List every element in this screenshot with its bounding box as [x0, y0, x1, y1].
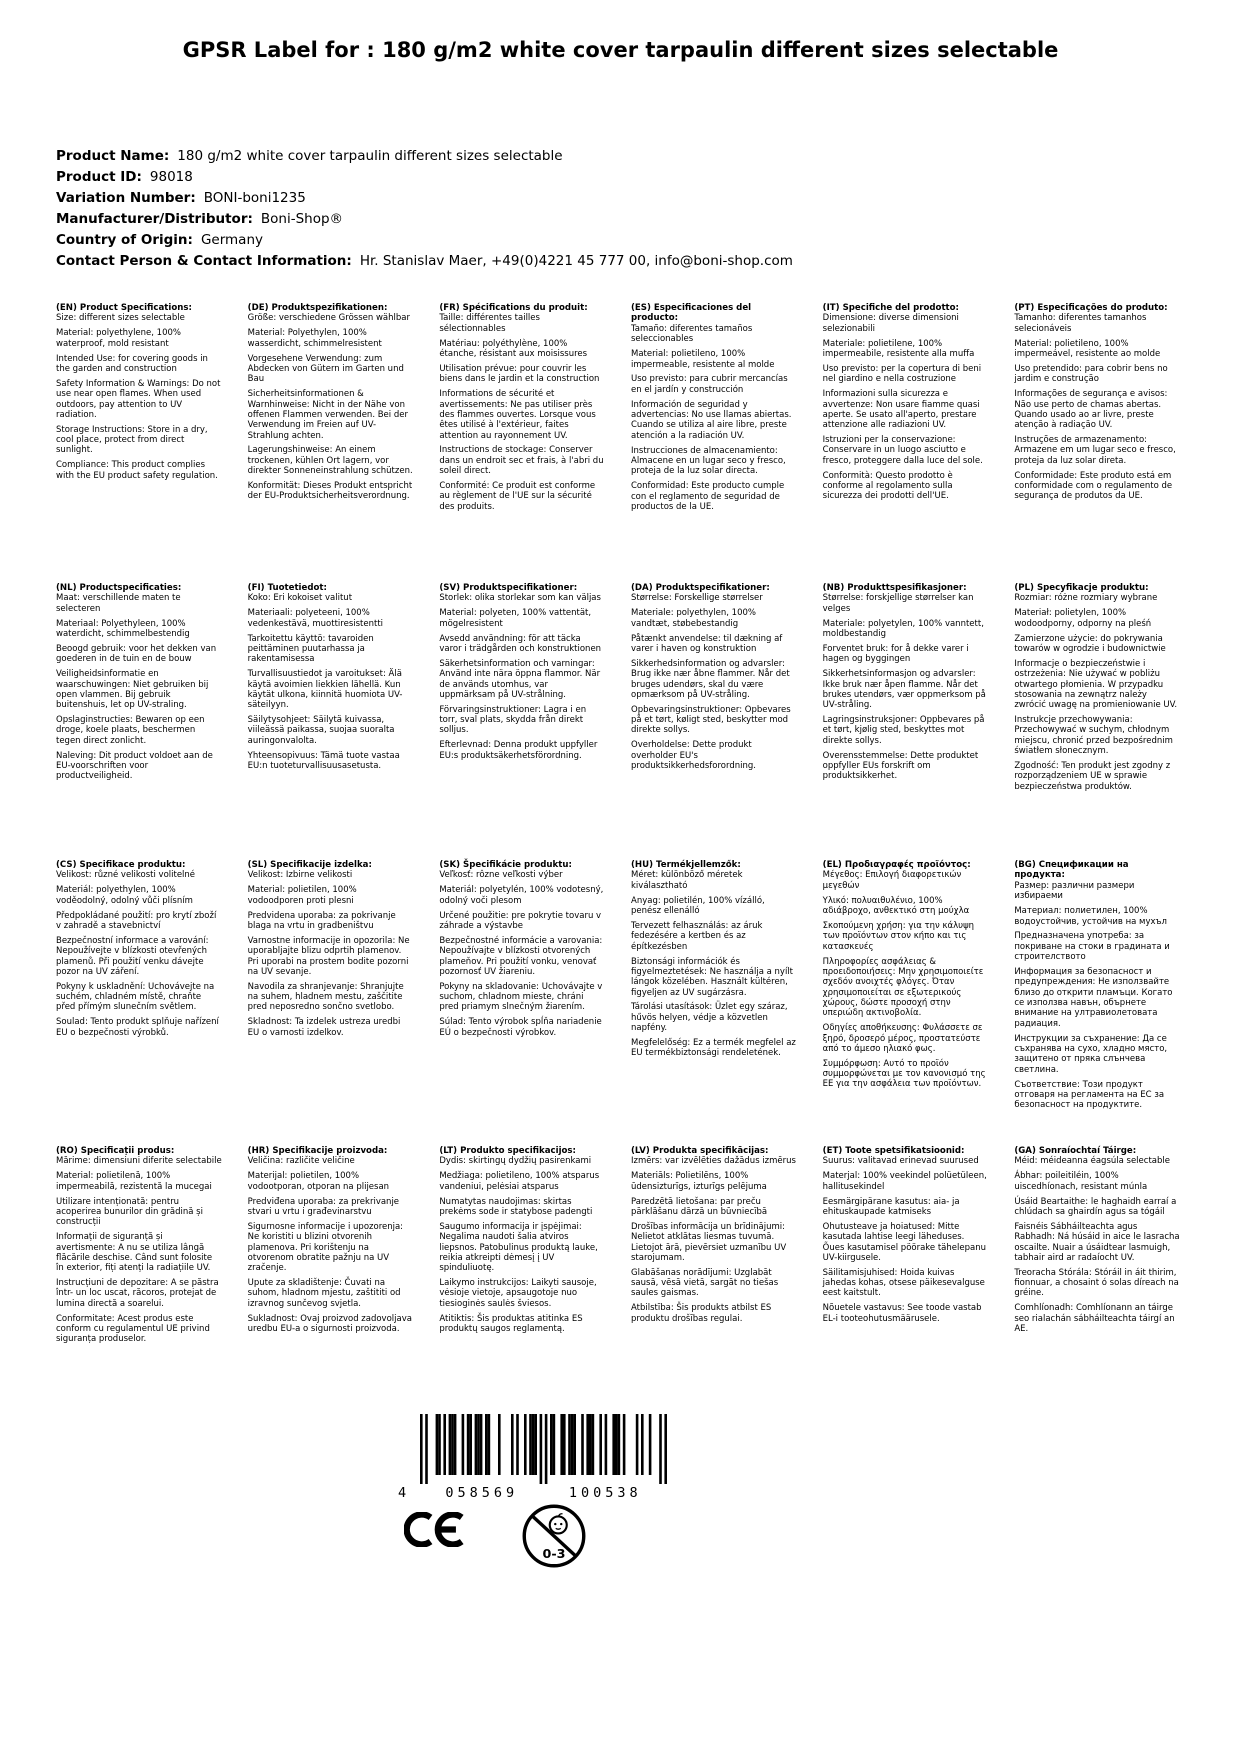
spec-paragraph: Bezpečnostné informácie a varovania: Nepoužívajte v blízkosti otvorených plameňov. Pri použití vonku, venovať pozornosť UV žiareniu.: [439, 935, 603, 977]
page-title: GPSR Label for : 180 g/m2 white cover tarpaulin different sizes selectable: [182, 38, 1059, 62]
language-block-fi: [248, 583, 414, 860]
language-block-nl: [56, 583, 222, 860]
language-header: (IT) Specifiche del prodotto:: [822, 303, 959, 313]
language-header: (PT) Especificações do produto:: [1014, 303, 1168, 313]
spec-paragraph: Conformité: Ce produit est conforme au règlement de l'UE sur la sécurité des produits.: [439, 481, 596, 512]
spec-paragraph: Dimensione: diverse dimensioni selezionabili: [822, 313, 959, 334]
spec-paragraph: Pokyny k uskladnění: Uchovávejte na suchém, chladném místě, chraňte před přímým slunečním světlem.: [56, 981, 215, 1013]
spec-paragraph: Tamanho: diferentes tamanhos selecionáveis: [1014, 313, 1147, 334]
spec-paragraph: Uso previsto: per la copertura di beni nel giardino e nella costruzione: [822, 363, 982, 385]
spec-paragraph: Συμμόρφωση: Αυτό το προϊόν συμμορφώνεται με τον κανονισμό της ΕΕ για την ασφάλεια των προϊόντων.: [822, 1058, 986, 1090]
ce-mark-icon: [404, 1512, 464, 1551]
spec-paragraph: Varnostne informacije in opozorila: Ne uporabljajte blizu odprtih plamenov. Pri uporabi na prostem bodite pozorni na UV sevanje.: [247, 935, 410, 977]
language-header: (SK) Špecifikácie produktu:: [439, 860, 572, 870]
spec-paragraph: Megfelelőség: Ez a termék megfelel az EU termékbiztonsági rendeletének.: [631, 1038, 796, 1059]
spec-paragraph: Safety Information & Warnings: Do not use near open flames. When used outdoors, pay attention to UV radiation.: [56, 378, 221, 420]
spec-paragraph: Veličina: različite veličine: [247, 1156, 355, 1167]
spec-paragraph: Tervezett felhasználás: az áruk fedezésére a kertben és az építkezésben: [631, 920, 763, 952]
spec-paragraph: Material: polietilenă, 100% impermeabilă, rezistentă la mucegai: [56, 1171, 212, 1192]
spec-paragraph: Информация за безопасност и предупреждения: Не използвайте близо до открити пламъци. Когато се използва навън, обърнете внимание на ултравиолетовата радиация.: [1014, 966, 1173, 1029]
language-block-ro: [56, 1146, 222, 1418]
spec-paragraph: Tamaño: diferentes tamaños seleccionables: [631, 323, 753, 345]
spec-paragraph: Úsáid Beartaithe: le haghaidh earraí a chlúdach sa ghairdín agus sa tógáil: [1014, 1196, 1177, 1217]
barcode-digits: [398, 1485, 667, 1501]
spec-paragraph: Opbevaringsinstruktioner: Opbevares på et tørt, køligt sted, beskytter mod direkte sollys.: [631, 704, 791, 736]
spec-paragraph: Předpokládané použití: pro krytí zboží v zahradě a stavebnictví: [56, 910, 217, 931]
language-header: (FR) Spécifications du produit:: [439, 303, 588, 313]
spec-paragraph: Bezpečnostní informace a varování: Nepoužívejte v blízkosti otevřených plamenů. Při použití venku dávejte pozor na UV záření.: [56, 935, 209, 977]
language-header: (LV) Produkta specifikācijas:: [631, 1146, 769, 1156]
product-info-value: BONI-boni1235: [203, 190, 306, 206]
spec-paragraph: Comhlíonadh: Comhlíonann an táirge seo rialachán sábháilteachta táirgí an AE.: [1014, 1303, 1175, 1335]
spec-paragraph: Tarkoitettu käyttö: tavaroiden peittäminen puutarhassa ja rakentamisessa: [247, 633, 374, 665]
product-info-value: Germany: [200, 232, 263, 248]
spec-paragraph: Instrucțiuni de depozitare: A se păstra într- un loc uscat, răcoros, protejat de lumina directă a soarelui.: [56, 1278, 219, 1309]
product-info-label: Manufacturer/Distributor:: [56, 211, 253, 227]
spec-paragraph: Velikost: Izbirne velikosti: [247, 870, 353, 881]
spec-paragraph: Material: polietileno, 100% impermeable, resistente al molde: [631, 349, 775, 370]
language-block-pl: [1014, 583, 1180, 860]
language-header: (GA) Sonraíochtaí Táirge:: [1014, 1146, 1137, 1156]
spec-paragraph: Beoogd gebruik: voor het dekken van goederen in de tuin en de bouw: [56, 643, 217, 665]
language-block-et: [823, 1146, 989, 1418]
spec-paragraph: Materiál: polyetylén, 100% vodotesný, odolný voči plesom: [439, 885, 604, 906]
language-grid: [56, 303, 1196, 1418]
spec-paragraph: Størrelse: Forskellige størrelser: [631, 593, 763, 604]
spec-paragraph: Materiał: polietylen, 100% wodoodporny, odporny na pleśń: [1014, 608, 1152, 629]
spec-paragraph: Efterlevnad: Denna produkt uppfyller EU:s produktsäkerhetsförordning.: [439, 740, 598, 761]
spec-paragraph: Turvallisuustiedot ja varoitukset: Älä käytä avoimien liekkien lähellä. Kun käytät ulkona, kiinnitä huomiota UV-säteilyyn.: [247, 669, 403, 711]
spec-paragraph: Informations de sécurité et avertissements: Ne pas utiliser près des flammes ouvertes. Lorsque vous êtes utilisé à l'extérieur, faites attention au rayonnement UV.: [439, 389, 596, 441]
spec-paragraph: Υλικό: πολυαιθυλένιο, 100% αδιάβροχο, ανθεκτικό στη μούχλα: [822, 895, 970, 917]
product-info-label: Product ID:: [56, 169, 142, 185]
product-info-label: Country of Origin:: [56, 232, 193, 248]
spec-paragraph: Upute za skladištenje: Čuvati na suhom, hladnom mjestu, zaštititi od izravnog sunčevog svjetla.: [247, 1278, 401, 1309]
product-info-value: Hr. Stanislav Maer, +49(0)4221 45 777 00, info@boni-shop.com: [359, 253, 793, 269]
spec-paragraph: Uso pretendido: para cobrir bens no jardim e construção: [1014, 363, 1168, 385]
spec-paragraph: Eesmärgipärane kasutus: aia- ja ehituskaupade katmiseks: [822, 1196, 960, 1217]
spec-paragraph: Treoracha Stórála: Stóráil in áit thirim, fionnuar, a chosaint ó solas díreach na gréine.: [1014, 1267, 1179, 1299]
language-header: (ES) Especificaciones del producto:: [631, 303, 752, 324]
barcode-right-digits: 100538: [568, 1485, 642, 1501]
spec-paragraph: Instructions de stockage: Conserver dans un endroit sec et frais, à l'abri du soleil direct.: [439, 445, 604, 477]
spec-paragraph: Materiál: polyethylen, 100% voděodolný, odolný vůči plísním: [56, 885, 193, 906]
spec-paragraph: Utilizare intenționată: pentru acoperirea bunurilor din grădină și construcții: [56, 1196, 203, 1228]
spec-paragraph: Saugumo informacija ir įspėjimai: Negalima naudoti šalia atviros liepsnos. Patobulinus produktą lauke, reikia atkreipti dėmesį į UV spinduliuotę.: [439, 1221, 598, 1274]
spec-paragraph: Izmērs: var izvēlēties dažādus izmērus: [631, 1156, 796, 1167]
language-header: (EN) Product Specifications:: [56, 303, 192, 313]
spec-paragraph: Instrukcje przechowywania: Przechowywać w suchym, chłodnym miejscu, chronić przed bezpośrednim światłem słonecznym.: [1014, 715, 1173, 757]
spec-paragraph: Tárolási utasítások: Üzlet egy száraz, hűvös helyen, védje a közvetlen napfény.: [631, 1002, 788, 1034]
language-block-bg: [1014, 860, 1180, 1146]
spec-paragraph: Méid: méideanna éagsúla selectable: [1014, 1156, 1170, 1167]
language-block-es: [631, 303, 797, 583]
spec-paragraph: Veľkosť: rôzne veľkosti výber: [439, 870, 563, 881]
spec-paragraph: Méret: különböző méretek kiválasztható: [631, 870, 743, 891]
language-header: (ET) Toote spetsifikatsioonid:: [822, 1146, 965, 1156]
spec-paragraph: Storage Instructions: Store in a dry, cool place, protect from direct sunlight.: [56, 424, 208, 456]
spec-paragraph: Conformidade: Este produto está em conformidade com o regulamento de segurança de produtos da UE.: [1014, 470, 1173, 502]
spec-paragraph: Предназначена употреба: за покриване на стоки в градината и строителството: [1014, 931, 1170, 963]
language-header: (DE) Produktspezifikationen:: [247, 303, 388, 313]
spec-paragraph: Ábhar: poileitiléin, 100% uiscedhíonach, resistant múnla: [1014, 1171, 1148, 1192]
spec-paragraph: Storlek: olika storlekar som kan väljas: [439, 593, 601, 604]
spec-paragraph: Materiaal: Polyethyleen, 100% waterdicht, schimmelbestendig: [56, 618, 190, 640]
spec-paragraph: Overholdelse: Dette produkt overholder EU's produktsikkerhedsforordning.: [631, 740, 756, 772]
spec-paragraph: Størrelse: forskjellige størrelser kan velges: [822, 593, 974, 614]
language-block-lt: [439, 1146, 605, 1418]
spec-paragraph: Soulad: Tento produkt splňuje nařízení EU o bezpečnosti výrobků.: [56, 1017, 219, 1038]
spec-paragraph: Sikkerhedsinformation og advarsler: Brug ikke nær åbne flammer. Når det bruges udendørs, skal du være opmærksom på UV-stråling.: [631, 658, 790, 700]
spec-paragraph: Conformitate: Acest produs este conform cu regulamentul UE privind siguranța produselor.: [56, 1313, 210, 1345]
product-info-value: 180 g/m2 white cover tarpaulin different sizes selectable: [177, 148, 563, 164]
spec-paragraph: Atitiktis: Šis produktas atitinka ES produktų saugos reglamentą.: [439, 1313, 583, 1335]
spec-paragraph: Материал: полиетилен, 100% водоустойчив, устойчив на мухъл: [1014, 906, 1167, 927]
spec-paragraph: Suurus: valitavad erinevad suurused: [822, 1156, 979, 1167]
spec-paragraph: Sicherheitsinformationen & Warnhinweise: Nicht in der Nähe von offenen Flammen verwenden. Bei der Verwendung im Freien auf UV-Strahlung achten.: [247, 389, 408, 441]
spec-paragraph: Glabāšanas norādījumi: Uzglabāt sausā, vēsā vietā, sargāt no tiešas saules gaismas.: [631, 1267, 779, 1299]
language-header: (EL) Προδιαγραφές προϊόντος:: [822, 860, 971, 870]
product-info-value: 98018: [149, 169, 193, 185]
spec-paragraph: Conformidad: Este producto cumple con el reglamento de seguridad de productos de la UE.: [631, 481, 785, 512]
spec-paragraph: Инструкции за съхранение: Да се съхранява на сухо, хладно място, защитено от пряка слънчева светлина.: [1014, 1033, 1168, 1075]
spec-paragraph: Istruzioni per la conservazione: Conservare in un luogo asciutto e fresco, proteggere dalla luce del sole.: [822, 435, 983, 466]
spec-paragraph: Matériau: polyéthylène, 100% étanche, résistant aux moisissures: [439, 338, 588, 360]
spec-paragraph: Pokyny na skladovanie: Uchovávajte v suchom, chladnom mieste, chráni pred priamym slnečným žiarením.: [439, 981, 603, 1013]
spec-paragraph: Maat: verschillende maten te selecteren: [56, 593, 181, 614]
spec-paragraph: Paredzētā lietošana: par preču pārklāšanu dārzā un būvniecībā: [631, 1196, 768, 1217]
spec-paragraph: Compliance: This product complies with the EU product safety regulation.: [56, 460, 218, 481]
spec-paragraph: Σκοπούμενη χρήση: για την κάλυψη των προϊόντων στον κήπο και τις κατασκευές: [822, 920, 975, 952]
language-header: (PL) Specyfikacje produktu:: [1014, 583, 1149, 593]
spec-paragraph: Predviđena uporaba: za prekrivanje stvari u vrtu i građevinarstvu: [247, 1196, 400, 1217]
product-info-row: [56, 251, 793, 272]
spec-paragraph: Ohutusteave ja hoiatused: Mitte kasutada lahtise leegi läheduses. Õues kasutamisel pöörake tähelepanu UV-kiirgusele.: [822, 1221, 986, 1263]
spec-paragraph: Faisnéis Sábháilteachta agus Rabhadh: Ná húsáid in aice le lasracha oscailte. Nuair a úsáidtear lasmuigh, tabhair aird ar radaíocht UV.: [1014, 1221, 1180, 1263]
spec-paragraph: Yhteensopivuus: Tämä tuote vastaa EU:n tuoteturvallisuusasetusta.: [247, 750, 400, 772]
spec-paragraph: Lagerungshinweise: An einem trockenen, kühlen Ort lagern, vor direkter Sonneneinstrahlung schützen.: [247, 445, 413, 477]
spec-paragraph: Koko: Eri kokoiset valitut: [247, 593, 353, 604]
spec-paragraph: Material: Polyethylen, 100% wasserdicht, schimmelresistent: [247, 328, 382, 349]
product-info-label: Product Name:: [56, 148, 170, 164]
product-info-label: Variation Number:: [56, 190, 196, 206]
barcode-left-digits: 058569: [445, 1485, 519, 1501]
spec-paragraph: Opslaginstructies: Bewaren op een droge, koele plaats, beschermen tegen direct zonlicht.: [56, 715, 205, 746]
spec-paragraph: Vorgesehene Verwendung: zum Abdecken von Gütern im Garten und Bau: [247, 353, 404, 385]
spec-paragraph: Lagringsinstruksjoner: Oppbevares på et tørt, kjølig sted, beskyttes mot direkte sollys.: [822, 715, 985, 746]
spec-paragraph: Sukladnost: Ovaj proizvod zadovoljava uredbu EU-a o sigurnosti proizvoda.: [247, 1313, 412, 1335]
language-block-sk: [439, 860, 605, 1146]
spec-paragraph: Säilytysohjeet: Säilytä kuivassa, viileässä paikassa, suojaa suoralta auringonvalolta.: [247, 715, 395, 746]
spec-paragraph: Zgodność: Ten produkt jest zgodny z rozporządzeniem UE w sprawie bezpieczeństwa produktów.: [1014, 761, 1171, 792]
product-info-label: Contact Person & Contact Information:: [56, 253, 352, 269]
language-block-sv: [439, 583, 605, 860]
language-block-fr: [439, 303, 605, 583]
product-info-value: Boni-Shop®: [260, 211, 344, 227]
language-block-ga: [1014, 1146, 1180, 1418]
spec-paragraph: Informazioni sulla sicurezza e avvertenze: Non usare fiamme quasi aperte. Se usato all'aperto, prestare attenzione alle radiazioni UV.: [822, 389, 980, 431]
spec-paragraph: Informacje o bezpieczeństwie i ostrzeżenia: Nie używać w pobliżu otwartego płomienia. W przypadku stosowania na zewnątrz należy zwrócić uwagę na promieniowanie UV.: [1014, 658, 1178, 711]
language-block-de: [248, 303, 414, 583]
spec-paragraph: Informações de segurança e avisos: Não use perto de chamas abertas. Quando usado ao ar livre, preste atenção à radiação UV.: [1014, 389, 1168, 431]
spec-paragraph: Materiale: polyethylen, 100% vandtæt, støbebestandig: [631, 608, 756, 629]
spec-paragraph: Navodila za shranjevanje: Shranjujte na suhem, hladnem mestu, zaščitite pred neposredno sončno svetlobo.: [247, 981, 404, 1013]
spec-paragraph: Biztonsági információk és figyelmeztetések: Ne használja a nyílt lángok közelében. Használt kültéren, figyeljen az UV sugárzásra.: [631, 956, 794, 998]
spec-paragraph: Säkerhetsinformation och varningar: Använd inte nära öppna flammor. När de används utomhus, var uppmärksam på UV-strålning.: [439, 658, 601, 700]
spec-paragraph: Drošības informācija un brīdinājumi: Nelietot atklātas liesmas tuvumā. Lietojot ārā, pievērsiet uzmanību UV starojumam.: [631, 1221, 787, 1263]
spec-paragraph: Dydis: skirtingų dydžių pasirenkami: [439, 1156, 592, 1167]
spec-paragraph: Material: polyeten, 100% vattentät, mögelresistent: [439, 608, 592, 629]
language-block-nb: [823, 583, 989, 860]
language-block-cs: [56, 860, 222, 1146]
spec-paragraph: Overensstemmelse: Dette produktet oppfyller EUs forskrift om produktsikkerhet.: [822, 750, 979, 782]
compliance-marks: [404, 1502, 588, 1574]
spec-paragraph: Materjal: 100% veekindel polüetüleen, hallitusekindel: [822, 1171, 987, 1192]
language-header: (SV) Produktspecifikationer:: [439, 583, 578, 593]
spec-paragraph: Súlad: Tento výrobok spĺňa nariadenie EÚ o bezpečnosti výrobkov.: [439, 1017, 602, 1038]
spec-paragraph: Съответствие: Този продукт отговаря на регламента на ЕС за безопасност на продуктите.: [1014, 1079, 1165, 1111]
spec-paragraph: Instruções de armazenamento: Armazene em um lugar seco e fresco, proteja da luz solar direta.: [1014, 435, 1176, 466]
spec-paragraph: Materiāls: Polietilēns, 100% ūdensizturīgs, izturīgs pelējuma: [631, 1171, 767, 1192]
language-block-pt: [1014, 303, 1180, 583]
spec-paragraph: Materiale: polietilene, 100% impermeabile, resistente alla muffa: [822, 338, 975, 360]
spec-paragraph: Μέγεθος: Επιλογή διαφορετικών μεγεθών: [822, 870, 962, 891]
spec-paragraph: Material: polyethylene, 100% waterproof, mold resistant: [56, 328, 181, 349]
spec-paragraph: Medžiaga: polietileno, 100% atsparus vandeniui, pelėsiai atsparus: [439, 1171, 600, 1192]
spec-paragraph: Información de seguridad y advertencias: No use llamas abiertas. Cuando se utiliza al aire libre, preste atención a la radiación UV.: [631, 399, 792, 441]
spec-paragraph: Material: polietileno, 100% impermeável, resistente ao molde: [1014, 338, 1161, 360]
product-info-row: [56, 209, 793, 230]
spec-paragraph: Πληροφορίες ασφάλειας & προειδοποιήσεις: Μην χρησιμοποιείτε σχεδόν ανοιχτές φλόγες. Όταν χρησιμοποιείται σε εξωτερικούς χώρους, δώστε προσοχή στην υπεριώδη ακτινοβολία.: [822, 956, 984, 1019]
language-header: (HU) Termékjellemzők:: [631, 860, 741, 870]
spec-paragraph: Größe: verschiedene Grössen wählbar: [247, 313, 410, 324]
spec-paragraph: Naleving: Dit product voldoet aan de EU-voorschriften voor productveiligheid.: [56, 750, 213, 782]
barcode-lead-digit: 4: [398, 1485, 407, 1501]
spec-paragraph: Numatytas naudojimas: skirtas prekėms sode ir statybose padengti: [439, 1196, 593, 1217]
spec-paragraph: Sigurnosne informacije i upozorenja: Ne koristiti u blizini otvorenih plamenova. Pri korištenju na otvorenom obratite pažnju na UV zračenje.: [247, 1221, 404, 1274]
language-header: (LT) Produkto specifikacijos:: [439, 1146, 576, 1156]
language-block-en: [56, 303, 222, 583]
spec-paragraph: Informații de siguranță și avertismente: A nu se utiliza lângă flăcările deschise. Când sunt folosite în exterior, fiți atenți la radiațiile UV.: [56, 1232, 213, 1274]
spec-paragraph: Conformità: Questo prodotto è conforme al regolamento sulla sicurezza dei prodotti dell'UE.: [822, 470, 953, 502]
language-header: (NB) Produkttspesifikasjoner:: [822, 583, 967, 593]
product-info-row: [56, 230, 793, 251]
spec-paragraph: Laikymo instrukcijos: Laikyti sausoje, vėsioje vietoje, apsaugotoje nuo tiesioginės saulės šviesos.: [439, 1278, 597, 1309]
spec-paragraph: Forventet bruk: for å dekke varer i hagen og byggingen: [822, 643, 969, 665]
spec-paragraph: Určené použitie: pre pokrytie tovaru v záhrade a výstavbe: [439, 910, 602, 931]
language-block-it: [823, 303, 989, 583]
language-header: (HR) Specifikacije proizvoda:: [247, 1146, 388, 1156]
spec-paragraph: Uso previsto: para cubrir mercancías en el jardín y construcción: [631, 374, 788, 395]
language-block-lv: [631, 1146, 797, 1418]
barcode: [398, 1414, 668, 1501]
spec-paragraph: Veiligheidsinformatie en waarschuwingen: Niet gebruiken bij open vlammen. Bij gebruik buitenshuis, let op UV-straling.: [56, 669, 209, 711]
spec-paragraph: Materiale: polyetylen, 100% vanntett, moldbestandig: [822, 618, 984, 640]
product-info: [56, 146, 793, 272]
spec-paragraph: Material: polietilen, 100% vodoodporen proti plesni: [247, 885, 357, 906]
spec-paragraph: Размер: различни размери избираеми: [1014, 880, 1135, 902]
language-block-el: [823, 860, 989, 1146]
spec-paragraph: Rozmiar: różne rozmiary wybrane: [1014, 593, 1158, 604]
language-block-sl: [248, 860, 414, 1146]
spec-paragraph: Predvidena uporaba: za pokrivanje blaga na vrtu in gradbeništvu: [247, 910, 396, 931]
language-header: (BG) Спецификации на продукта:: [1014, 860, 1129, 881]
spec-paragraph: Utilisation prévue: pour couvrir les biens dans le jardin et la construction: [439, 363, 600, 385]
age-warning-0-3-icon: [520, 1502, 588, 1574]
language-header: (CS) Specifikace produktu:: [56, 860, 186, 870]
product-info-row: [56, 188, 793, 209]
spec-paragraph: Avsedd användning: för att täcka varor i trädgården och konstruktionen: [439, 633, 602, 654]
spec-paragraph: Intended Use: for covering goods in the garden and construction: [56, 353, 208, 374]
language-header: (RO) Specificații produs:: [56, 1146, 175, 1156]
spec-paragraph: Velikost: různé velikosti volitelné: [56, 870, 196, 881]
product-info-row: [56, 167, 793, 188]
spec-paragraph: Påtænkt anvendelse: til dækning af varer i haven og konstruktion: [631, 633, 783, 654]
language-header: (DA) Produktspecifikationer:: [631, 583, 770, 593]
spec-paragraph: Atbilstība: Šis produkts atbilst ES produktu drošības regulai.: [631, 1303, 772, 1324]
language-block-da: [631, 583, 797, 860]
language-header: (NL) Productspecificaties:: [56, 583, 182, 593]
language-block-hu: [631, 860, 797, 1146]
spec-paragraph: Förvaringsinstruktioner: Lagra i en torr, sval plats, skydda från direkt solljus.: [439, 704, 587, 736]
language-header: (FI) Tuotetiedot:: [247, 583, 327, 593]
barcode-bars-icon: [420, 1414, 667, 1484]
spec-paragraph: Size: different sizes selectable: [56, 313, 185, 324]
spec-paragraph: Konformität: Dieses Produkt entspricht der EU-Produktsicherheitsverordnung.: [247, 481, 413, 502]
spec-paragraph: Taille: différentes tailles sélectionnables: [439, 313, 540, 334]
spec-paragraph: Materijal: polietilen, 100% vodootporan, otporan na plijesan: [247, 1171, 390, 1192]
spec-paragraph: Skladnost: Ta izdelek ustreza uredbi EU o varnosti izdelkov.: [247, 1017, 401, 1038]
spec-paragraph: Instrucciones de almacenamiento: Almacene en un lugar seco y fresco, proteja de la luz solar directa.: [631, 445, 786, 477]
spec-paragraph: Säilitamisjuhised: Hoida kuivas jahedas kohas, otsese päikesevalguse eest kaitstult.: [822, 1267, 985, 1299]
spec-paragraph: Zamierzone użycie: do pokrywania towarów w ogrodzie i budownictwie: [1014, 633, 1166, 654]
spec-paragraph: Οδηγίες αποθήκευσης: Φυλάσσετε σε ξηρό, δροσερό μέρος, προστατεύστε από το άμεσο ηλιακό φως.: [822, 1023, 983, 1054]
product-info-row: [56, 146, 793, 167]
spec-paragraph: Materiaali: polyeteeni, 100% vedenkestävä, muottiresistentti: [247, 608, 384, 629]
svg-text:0-3: 0-3: [542, 1547, 566, 1563]
language-header: (SL) Specifikacije izdelka:: [247, 860, 372, 870]
spec-paragraph: Sikkerhetsinformasjon og advarsler: Ikke bruk nær åpen flamme. Når det brukes utendørs, vær oppmerksom på UV-stråling.: [822, 669, 986, 711]
spec-paragraph: Mărime: dimensiuni diferite selectabile: [56, 1156, 222, 1167]
spec-paragraph: Nõuetele vastavus: See toode vastab EL-i tooteohutusmäärusele.: [822, 1303, 982, 1324]
spec-paragraph: Anyag: polietilén, 100% vízálló, penész ellenálló: [631, 895, 765, 917]
language-block-hr: [248, 1146, 414, 1418]
